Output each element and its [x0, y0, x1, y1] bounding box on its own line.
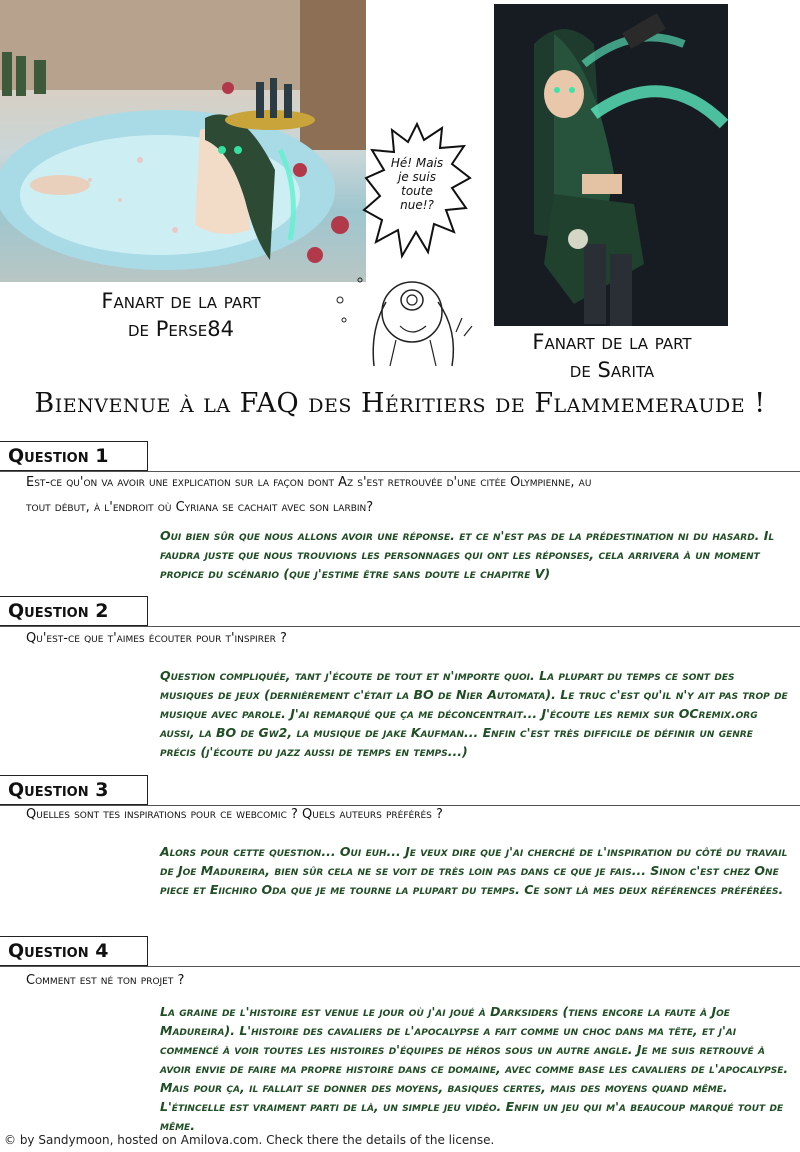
fanart-image-gunner: [494, 4, 728, 326]
fanart-image-bath: [0, 0, 366, 282]
speech-bubble: [362, 120, 472, 270]
doodle-character: [330, 270, 490, 370]
question-3-label: Question 3: [0, 775, 148, 805]
question-1-text: Est-ce qu'on va avoir une explication sur la façon dont Az s'est retrouvée d'une citée Olympienne, au tout début, à l'endroit où Cyriana se cachait avec son larbin?: [26, 475, 592, 515]
fanart-caption-perse84: Fanart de la part de Perse84: [101, 289, 261, 341]
question-1-label: Question 1: [0, 441, 148, 471]
question-3-text: Quelles sont tes inspirations pour ce webcomic ? Quels auteurs préférés ?: [26, 807, 443, 822]
answer-1-text: Oui bien sûr que nous allons avoir une réponse. et ce n'est pas de la prédestination ni du hasard. Il faudra juste que nous trouvions les personnages qui ont les réponses, cela arrivera à un moment propice du scénario (que j'estime être sans doute le chapitre V): [160, 528, 775, 581]
question-2-label: Question 2: [0, 596, 148, 626]
bath-illustration: [0, 0, 366, 282]
question-2-text: Qu'est-ce que t'aimes écouter pour t'inspirer ?: [26, 631, 287, 646]
page-title: Bienvenue à la FAQ des Héritiers de Flammemeraude !: [34, 388, 766, 419]
divider: [0, 966, 800, 967]
gunner-illustration: [494, 4, 728, 326]
answer-3-text: Alors pour cette question... Oui euh... Je veux dire que j'ai cherché de l'inspiration du côté du travail de Joe Madureira, bien sûr cela ne se voit de très loin pas dans ce que je fais... Sinon c'est chez One piece et Eiichiro Oda que je me tourne la plupart du temps. Ce sont là mes deux références préférées.: [160, 844, 788, 897]
speech-bubble-text: Hé! Mais je suis toute nue!?: [390, 156, 444, 212]
answer-2-text: Question compliquée, tant j'écoute de tout et n'importe quoi. La plupart du temps ce sont des musiques de jeux (dernièrement c'était la BO de Nier Automata). Le truc c'est qu'il n'y ait pas trop de musique avec parole. J'ai remarqué que ça me déconcentrait... J'écoute les remix sur OCremix.org aussi, la BO de Gw2, la musique de jake Kaufman... Enfin c'est très difficile de définir un genre précis (j'écoute du jazz aussi de temps en temps...): [160, 668, 788, 759]
sketch-doodle: [330, 270, 490, 370]
answer-4-text: La graine de l'histoire est venue le jour où j'ai joué à Darksiders (tiens encore la faute à Joe Madureira). L'histoire des cavaliers de l'apocalypse a fait comme un choc dans ma tête, et j'ai commencé à voir toutes les histoires d'équipes de héros sous un autre angle. Je me suis retrouvé à avoir envie de faire ma propre histoire dans ce domaine, avec comme base les cavaliers de l'apocalypse. Mais pour ça, il fallait se donner des moyens, basiques certes, mais des moyens quand même. L'étincelle est vraiment parti de là, un simple jeu vidéo. Enfin un jeu qui m'a beaucoup marqué tout de même.: [160, 1004, 789, 1133]
question-4-label: Question 4: [0, 936, 148, 966]
question-4-text: Comment est né ton projet ?: [26, 973, 185, 988]
fanart-caption-sarita: Fanart de la part de Sarita: [532, 330, 692, 382]
license-footer: © by Sandymoon, hosted on Amilova.com. Check there the details of the license.: [4, 1133, 495, 1147]
